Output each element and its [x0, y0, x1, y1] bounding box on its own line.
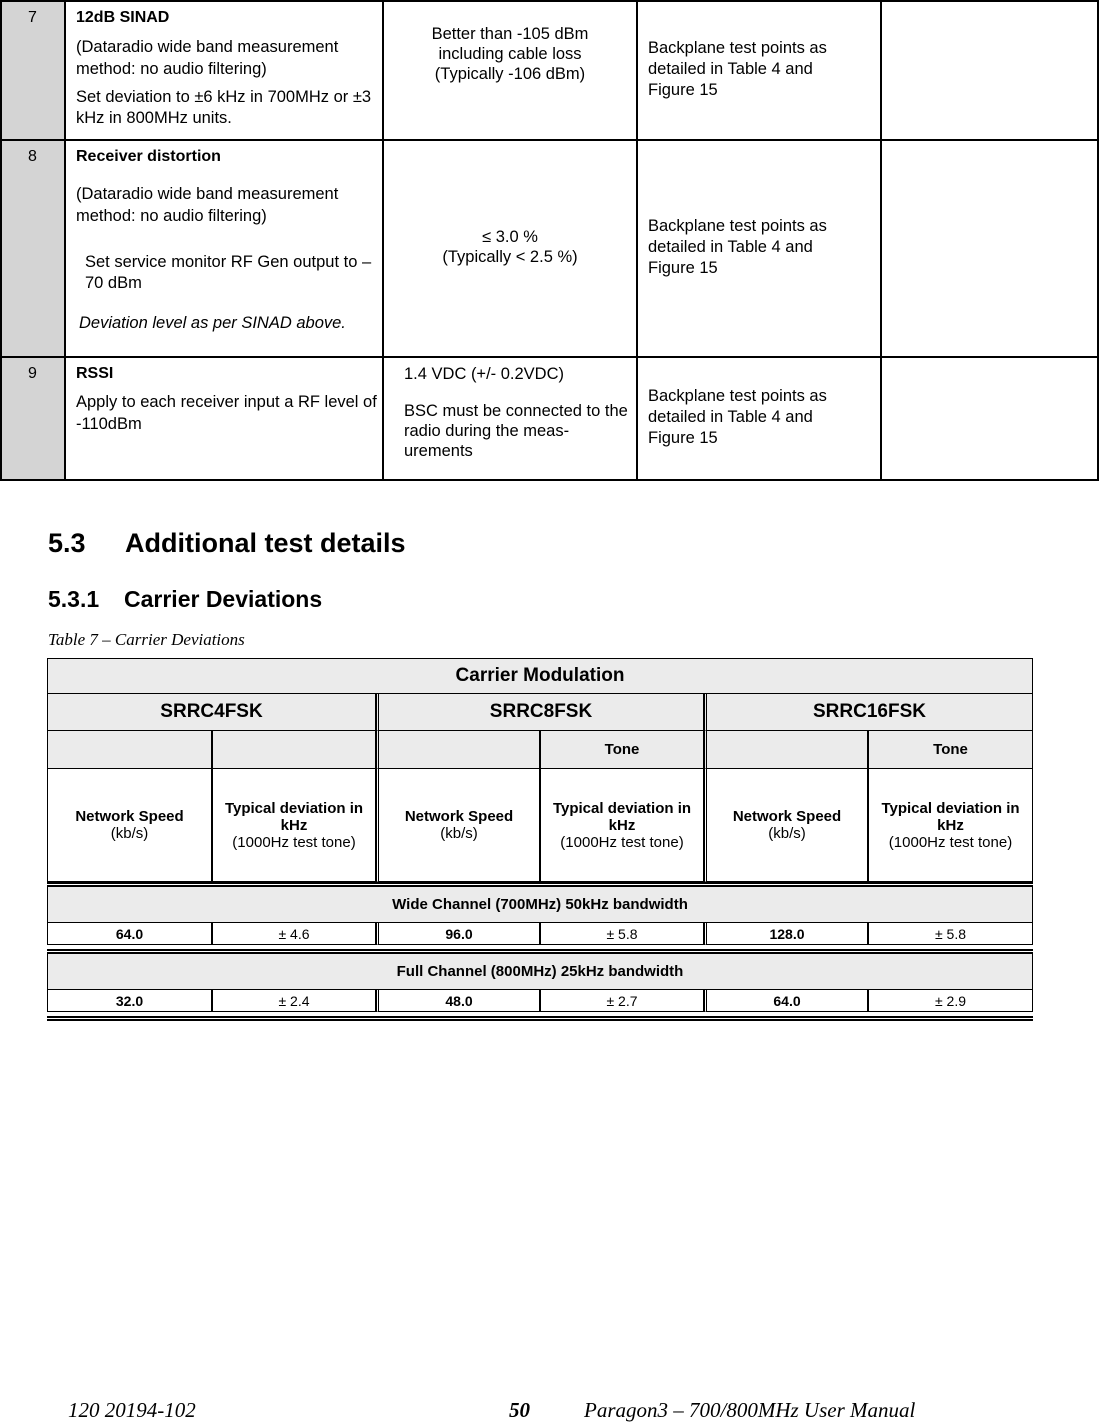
section-heading — [48, 528, 406, 559]
row-spec — [384, 2, 638, 139]
col-note: (1000Hz test tone) — [888, 833, 1013, 851]
group-header-row — [47, 694, 1033, 731]
subsection-title: Carrier Deviations — [124, 586, 323, 612]
spec-line: Better than -105 dBm — [431, 25, 589, 43]
method-line: Figure 15 — [648, 259, 718, 278]
row-title: Receiver distortion — [76, 148, 221, 165]
speed-value: 48.0 — [376, 990, 540, 1012]
speed-value: 32.0 — [47, 990, 212, 1012]
group-header: SRRC8FSK — [376, 694, 704, 731]
method-line: Figure 15 — [648, 429, 718, 448]
row-method — [638, 141, 882, 356]
method-line: Backplane test points as — [648, 387, 827, 405]
col-title: Typical deviation in kHz — [224, 799, 364, 834]
deviation-value: ± 4.6 — [212, 923, 376, 945]
row-note: Set service monitor RF Gen output to –70 dBm — [85, 252, 372, 292]
blank-cell — [376, 731, 540, 769]
spec-line: ≤ 3.0 % — [482, 228, 538, 246]
blank-cell — [47, 731, 212, 769]
method-line: Figure 15 — [648, 81, 718, 100]
row-number: 9 — [2, 358, 66, 479]
row-result — [882, 358, 1097, 479]
carrier-deviation-table — [47, 658, 1033, 1021]
table-caption: Table 7 – Carrier Deviations — [48, 630, 245, 649]
row-note: (Dataradio wide band measurement method: no audio filtering) — [76, 38, 339, 78]
col-note: (1000Hz test tone) — [232, 833, 356, 851]
deviation-header — [868, 769, 1033, 882]
group-header: SRRC16FSK — [704, 694, 1033, 731]
col-unit: (kb/s) — [110, 825, 149, 842]
deviation-value: ± 2.4 — [212, 990, 376, 1012]
spec-line: 1.4 VDC (+/- 0.2VDC) — [404, 365, 565, 383]
test-row-9 — [0, 358, 1099, 481]
row-number: 7 — [2, 2, 66, 139]
column-header-row — [47, 769, 1033, 882]
row-result — [882, 141, 1097, 356]
deviation-header — [212, 769, 376, 882]
col-title: Typical deviation in kHz — [552, 799, 692, 834]
tone-label: Tone — [540, 731, 704, 769]
table-title: Carrier Modulation — [47, 658, 1033, 694]
speed-value: 64.0 — [704, 990, 868, 1012]
tone-header-row — [47, 731, 1033, 769]
group-header: SRRC4FSK — [47, 694, 376, 731]
speed-value: 64.0 — [47, 923, 212, 945]
test-table — [0, 0, 1099, 481]
channel-band-label: Wide Channel (700MHz) 50kHz bandwidth — [47, 887, 1033, 923]
col-unit: (kb/s) — [440, 825, 478, 842]
row-spec — [384, 141, 638, 356]
blank-cell — [704, 731, 868, 769]
row-note: Deviation level as per SINAD above. — [79, 313, 346, 332]
test-row-8 — [0, 141, 1099, 358]
method-line: Backplane test points as — [648, 217, 827, 235]
row-result — [882, 2, 1097, 139]
col-title: Network Speed — [732, 808, 842, 825]
row-note: (Dataradio wide band measurement method: no audio filtering) — [76, 185, 339, 225]
row-spec — [384, 358, 638, 479]
row-title: 12dB SINAD — [76, 9, 170, 26]
col-note: (1000Hz test tone) — [560, 833, 684, 851]
subsection-number: 5.3.1 — [48, 586, 100, 612]
method-line: detailed in Table 4 and — [648, 60, 813, 79]
network-speed-header — [704, 769, 868, 882]
spec-line: (Typically -106 dBm) — [434, 65, 586, 84]
row-note: Apply to each receiver input a RF level of -110dBm — [76, 393, 377, 433]
speed-value: 96.0 — [376, 923, 540, 945]
row-method — [638, 2, 882, 139]
deviation-value: ± 5.8 — [868, 923, 1033, 945]
network-speed-header — [376, 769, 540, 882]
row-note: Set deviation to ±6 kHz in 700MHz or ±3 kHz in 800MHz units. — [76, 87, 372, 127]
table-row — [47, 923, 1033, 945]
col-title: Typical deviation in kHz — [881, 799, 1020, 834]
col-title: Network Speed — [75, 808, 184, 825]
col-title: Network Speed — [404, 808, 514, 825]
method-line: detailed in Table 4 and — [648, 238, 813, 257]
subsection-heading — [48, 586, 322, 613]
speed-value: 128.0 — [704, 923, 868, 945]
footer-doc-number: 120 20194-102 — [68, 1398, 196, 1422]
col-unit: (kb/s) — [768, 825, 806, 842]
deviation-value: ± 2.9 — [868, 990, 1033, 1012]
footer-page-number: 50 — [509, 1398, 530, 1422]
test-row-7 — [0, 0, 1099, 141]
row-title: RSSI — [76, 365, 114, 382]
deviation-header — [540, 769, 704, 882]
spec-line: including cable loss — [438, 45, 582, 64]
deviation-value: ± 2.7 — [540, 990, 704, 1012]
footer-doc-title: Paragon3 – 700/800MHz User Manual — [584, 1398, 916, 1422]
table-bottom-border — [47, 1016, 1033, 1021]
spec-line: BSC must be connected to the radio during the meas-urements — [404, 402, 628, 461]
tone-label: Tone — [868, 731, 1033, 769]
blank-cell — [212, 731, 376, 769]
section-number: 5.3 — [48, 528, 86, 558]
method-line: Backplane test points as — [648, 39, 827, 57]
row-description — [66, 141, 384, 356]
row-number: 8 — [2, 141, 66, 356]
section-title: Additional test details — [125, 528, 406, 558]
row-description — [66, 358, 384, 479]
channel-band-label: Full Channel (800MHz) 25kHz bandwidth — [47, 954, 1033, 990]
deviation-value: ± 5.8 — [540, 923, 704, 945]
table-row — [47, 990, 1033, 1012]
network-speed-header — [47, 769, 212, 882]
method-line: detailed in Table 4 and — [648, 408, 813, 427]
row-method — [638, 358, 882, 479]
row-description — [66, 2, 384, 139]
spec-line: (Typically < 2.5 %) — [442, 248, 578, 267]
